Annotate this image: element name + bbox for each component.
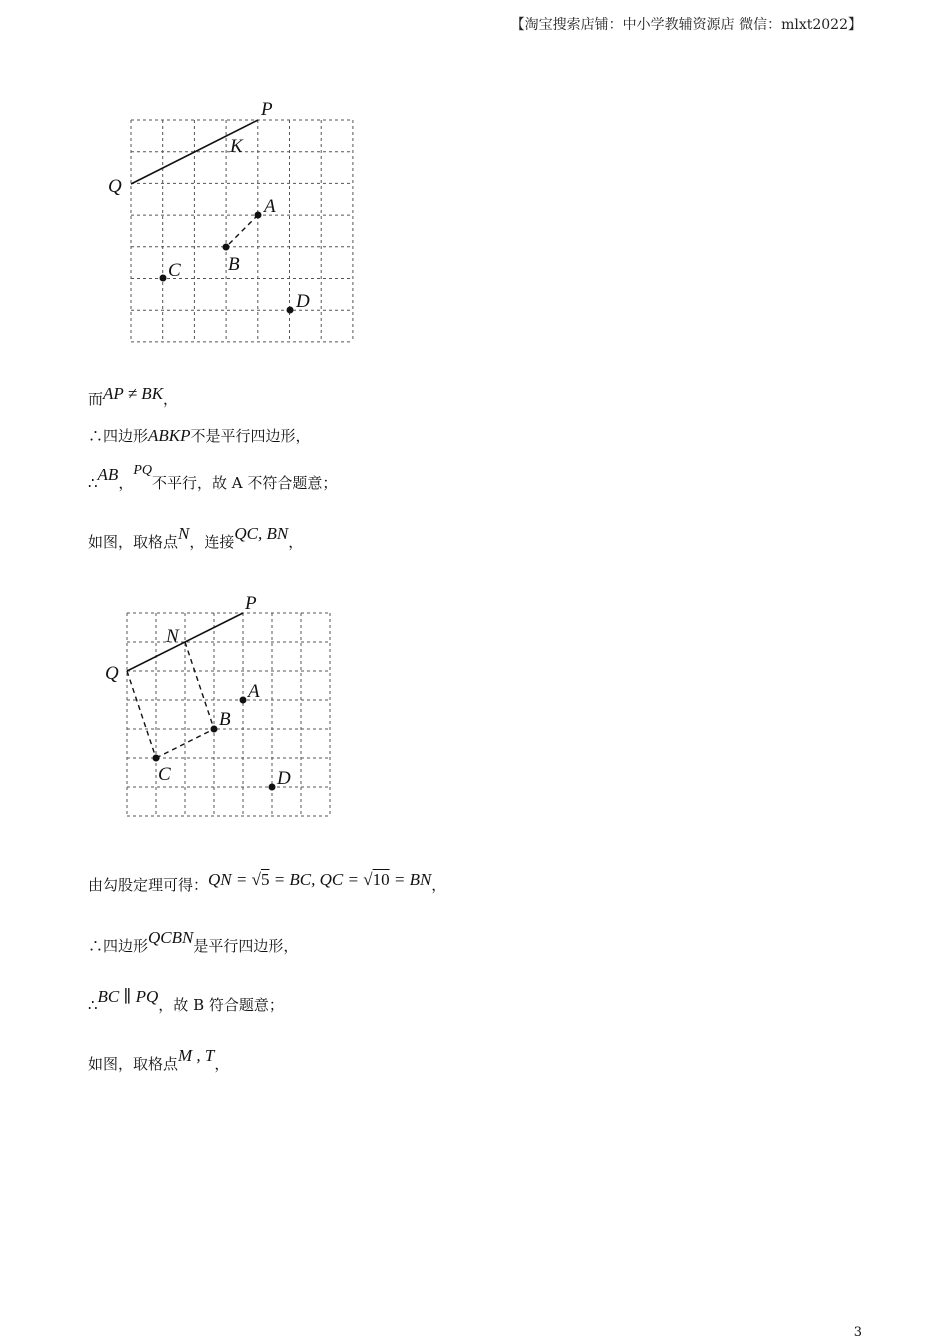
label-c: C bbox=[168, 260, 181, 281]
label-c-2: C bbox=[158, 764, 171, 785]
segment-qc bbox=[127, 671, 156, 758]
text-line-8: 如图，取格点M , T， bbox=[88, 1046, 230, 1073]
point-b bbox=[223, 244, 230, 251]
grid-figure-1 bbox=[100, 95, 370, 355]
segment-ab bbox=[226, 215, 258, 247]
label-p: P bbox=[261, 99, 273, 120]
math-qc-bn: QC, BN bbox=[234, 524, 289, 543]
sqrt-sign: √ bbox=[363, 870, 373, 889]
grid-figure-1-svg bbox=[100, 95, 370, 355]
grid-figure-2-svg bbox=[100, 590, 350, 830]
label-a: A bbox=[264, 196, 276, 217]
point-d bbox=[287, 307, 294, 314]
text-line-1: 而AP ≠ BK， bbox=[88, 384, 179, 408]
point-a-2 bbox=[240, 697, 247, 704]
math-abkp: ABKP bbox=[148, 426, 191, 445]
math-n: N bbox=[178, 524, 190, 543]
point-b-2 bbox=[211, 726, 218, 733]
label-b-2: B bbox=[219, 709, 231, 730]
label-n-2: N bbox=[166, 626, 179, 647]
math-ap-neq-bk: AP ≠ BK bbox=[103, 384, 164, 403]
page-header: 【淘宝搜索店铺：中小学教辅资源店 微信：mlxt2022】 bbox=[510, 17, 862, 33]
label-q: Q bbox=[108, 176, 122, 197]
text-line-3: ∴AB，PQ不平行，故 A 不符合题意； bbox=[88, 463, 338, 492]
point-a bbox=[255, 212, 262, 219]
page-number: 3 bbox=[853, 1325, 862, 1340]
math-m-t: M , T bbox=[178, 1046, 215, 1065]
label-d: D bbox=[296, 291, 310, 312]
segment-nb bbox=[185, 642, 214, 729]
point-c bbox=[160, 275, 167, 282]
point-d-2 bbox=[269, 784, 276, 791]
math-qcbn: QCBN bbox=[148, 928, 194, 947]
text-line-6: ∴四边形QCBN是平行四边形， bbox=[88, 928, 299, 955]
grid-figure-2 bbox=[100, 590, 350, 830]
label-k: K bbox=[230, 136, 243, 157]
label-q-2: Q bbox=[105, 663, 119, 684]
text-line-4: 如图，取格点N，连接QC, BN， bbox=[88, 524, 304, 551]
label-a-2: A bbox=[248, 681, 260, 702]
math-pq: PQ bbox=[133, 463, 153, 478]
label-d-2: D bbox=[277, 768, 291, 789]
label-p-2: P bbox=[245, 593, 257, 614]
text-line-5: 由勾股定理可得：QN = √5 = BC, QC = √10 = BN， bbox=[88, 870, 447, 894]
text-line-7: ∴BC ∥ PQ，故 B 符合题意； bbox=[88, 987, 284, 1014]
math-bc-parallel-pq: BC ∥ PQ bbox=[97, 987, 159, 1006]
math-pythagoras: QN = √5 = BC, QC = √10 = BN bbox=[208, 870, 432, 889]
text-line-2: ∴四边形ABKP不是平行四边形， bbox=[88, 426, 311, 445]
sqrt-sign: √ bbox=[251, 870, 261, 889]
label-b: B bbox=[228, 254, 240, 275]
point-c-2 bbox=[153, 755, 160, 762]
math-ab: AB bbox=[97, 465, 119, 484]
